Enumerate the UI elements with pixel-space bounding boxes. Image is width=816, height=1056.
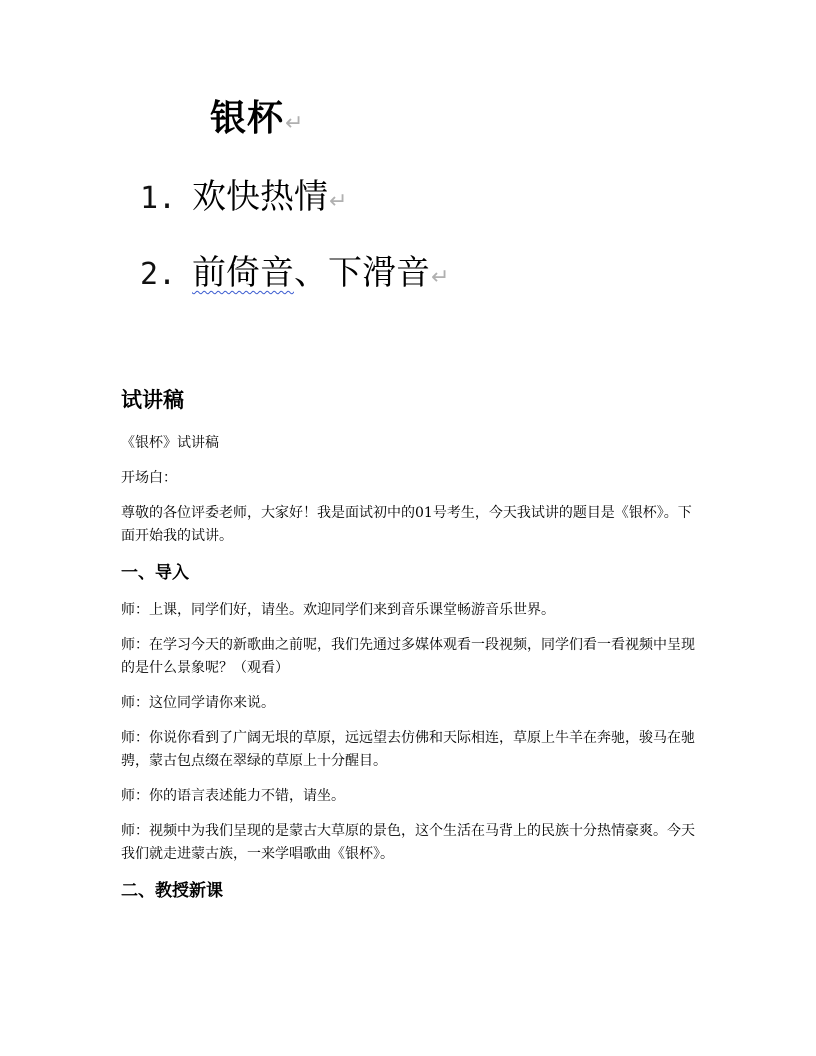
board-item-text-underlined: 前倚音 (192, 253, 294, 293)
page-title: 试讲稿 (121, 388, 184, 412)
document-body (121, 384, 701, 917)
opening-text: 尊敬的各位评委老师，大家好！我是面试初中的01号考生，今天我试讲的题目是《银杯》。下面开始我的试讲。 (121, 505, 692, 544)
board-item-2 (140, 253, 449, 298)
board-item-number: 2. (140, 257, 177, 292)
paragraph: 师：上课，同学们好，请坐。欢迎同学们来到音乐课堂畅游音乐世界。 (121, 602, 555, 618)
return-mark-icon: ↵ (431, 265, 450, 290)
board-item-text: 欢快热情 (192, 177, 328, 217)
board-item-number: 1. (140, 181, 177, 216)
paragraph: 师：这位同学请你来说。 (121, 695, 275, 711)
return-mark-icon: ↵ (285, 111, 305, 136)
return-mark-icon: ↵ (329, 189, 348, 214)
board-title: 银杯↵ (210, 98, 305, 139)
subtitle: 《银杯》试讲稿 (121, 435, 219, 451)
paragraph: 师：视频中为我们呈现的是蒙古大草原的景色，这个生活在马背上的民族十分热情豪爽。今天我们就走进蒙古族，一来学唱歌曲《银杯》。 (121, 823, 695, 862)
lesson-board-image (140, 95, 470, 310)
paragraph: 师：你说你看到了广阔无垠的草原，远远望去仿佛和天际相连，草原上牛羊在奔驰，骏马在驰骋，蒙古包点缀在翠绿的草原上十分醒目。 (121, 730, 695, 769)
paragraph: 师：你的语言表述能力不错，请坐。 (121, 788, 345, 804)
paragraph: 师：在学习今天的新歌曲之前呢，我们先通过多媒体观看一段视频，同学们看一看视频中呈现的是什么景象呢？（观看） (121, 637, 695, 676)
section-heading-new-lesson: 二、教授新课 (121, 881, 223, 901)
board-item-text: 、下滑音 (294, 253, 430, 293)
opening-label: 开场白： (121, 470, 177, 486)
section-heading-intro: 一、导入 (121, 563, 189, 583)
board-item-1 (140, 177, 347, 222)
